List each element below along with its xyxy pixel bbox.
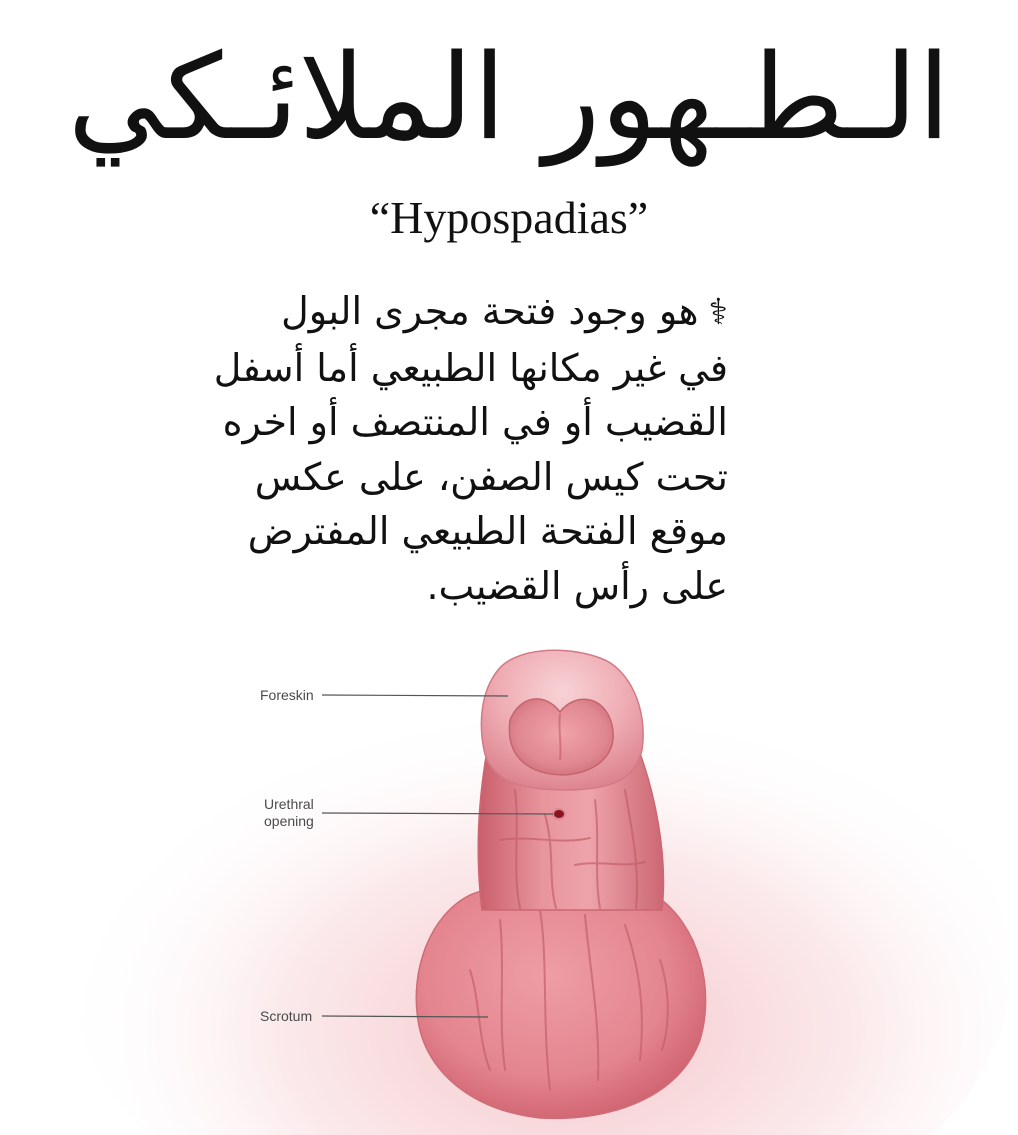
description-line: في غير مكانها الطبيعي أما أسفل bbox=[213, 345, 728, 390]
urethral-label-line2: opening bbox=[264, 813, 314, 829]
description-line bbox=[200, 284, 728, 341]
page-title: الـطـهور الملائـكي bbox=[67, 28, 951, 166]
foreskin-label: Foreskin bbox=[260, 687, 314, 703]
urethral-opening-mark bbox=[553, 809, 565, 819]
urethral-label-line1: Urethral bbox=[264, 796, 314, 812]
description-line: تحت كيس الصفن، على عكس bbox=[254, 454, 728, 499]
scrotum-label: Scrotum bbox=[260, 1008, 313, 1024]
scrotum-shape bbox=[416, 880, 705, 1118]
glans-crease bbox=[559, 714, 560, 760]
description-line: موقع الفتحة الطبيعي المفترض bbox=[247, 509, 728, 553]
glans-shape bbox=[509, 699, 613, 775]
caduceus-icon: ⚕ bbox=[708, 292, 728, 333]
page-subtitle: “Hypospadias” bbox=[369, 192, 649, 243]
anatomy-illustration bbox=[0, 640, 1018, 1135]
anatomy-diagram bbox=[0, 640, 1018, 1135]
description-text bbox=[200, 284, 728, 613]
description-line-text: هو وجود فتحة مجرى البول bbox=[281, 289, 699, 333]
description-line: القضيب أو في المنتصف أو اخره bbox=[222, 400, 728, 444]
description-line: على رأس القضيب. bbox=[426, 563, 728, 608]
